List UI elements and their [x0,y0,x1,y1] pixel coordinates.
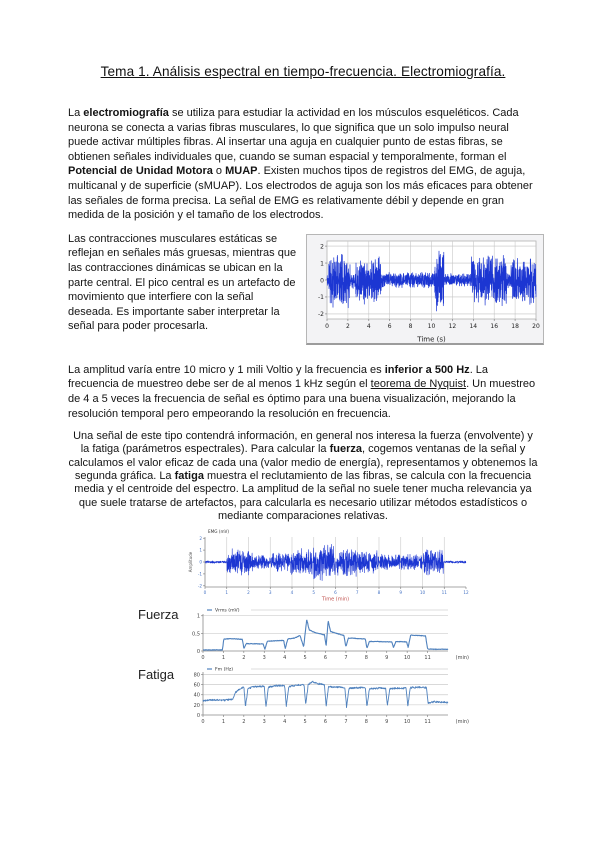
svg-text:3: 3 [262,719,266,726]
svg-text:1: 1 [221,719,226,726]
fatiga-label: Fatiga [138,667,175,683]
svg-text:0,5: 0,5 [192,631,200,638]
paragraph-amplitude-sampling [68,363,538,421]
svg-text:-2: -2 [318,310,324,318]
svg-text:0: 0 [201,655,205,662]
svg-text:2: 2 [345,322,350,330]
svg-text:8: 8 [364,655,368,662]
svg-text:4: 4 [283,719,287,726]
svg-text:14: 14 [469,322,478,330]
svg-text:(min): (min) [455,655,469,662]
svg-text:7: 7 [355,590,359,596]
svg-text:6: 6 [323,655,328,662]
paragraph-contractions [68,232,300,334]
svg-text:4: 4 [290,590,294,596]
text-run: , cogemos ventanas de la señal y calculamos el valor eficaz de cada una (valor medio de energía), representamos y obtenemos la segunda gráfica. La [68,443,538,483]
text-run: Potencial de Unidad Motora [68,165,213,178]
svg-text:80: 80 [193,672,200,679]
svg-text:10: 10 [419,590,426,596]
text-run: fuerza [329,443,362,456]
paragraph-intro-emg [68,106,538,223]
fuerza-row [138,602,478,662]
svg-text:4: 4 [283,655,287,662]
svg-text:5: 5 [303,719,307,726]
svg-text:2: 2 [242,655,246,662]
svg-text:0: 0 [196,649,200,656]
fuerza-label: Fuerza [138,607,179,623]
svg-text:60: 60 [193,682,200,689]
svg-text:11: 11 [424,719,431,726]
text-run: . La frecuencia de muestreo debe ser de al menos 1 kHz según el [68,363,489,391]
svg-text:1: 1 [199,547,202,553]
text-run: muestra el reclutamiento de las fibras, se calcula con la frecuencia media y el centroide del espectro. La amplitud de la señal no suele tener mucha relevancia ya que suele tratarse de artefactos, para calcularla es necesario utilizar métodos estadísticos o mediante comparaciones relativas. [74,470,532,522]
svg-text:Time (s): Time (s) [417,335,446,343]
page-title: Tema 1. Análisis espectral en tiempo-frecuencia. Electromiografía. [100,64,506,79]
svg-text:3: 3 [268,590,272,596]
svg-text:1: 1 [221,655,226,662]
svg-text:6: 6 [334,590,337,596]
text-run: La amplitud varía entre 10 micro y 1 mili Voltio y la frecuencia es [68,363,385,376]
emg-raw-row [138,528,478,602]
fuerza-vrms-chart [188,605,470,662]
svg-text:20: 20 [532,322,540,330]
svg-text:20: 20 [193,702,200,709]
force-fatigue-figure [138,528,478,726]
svg-text:6: 6 [323,719,328,726]
svg-text:16: 16 [490,322,499,330]
svg-text:18: 18 [511,322,519,330]
svg-text:2: 2 [199,535,202,541]
svg-text:12: 12 [448,322,457,330]
svg-text:1: 1 [320,260,324,268]
svg-text:3: 3 [262,655,266,662]
text-run: Una señal de este tipo contendrá información, en general nos interesa la fuerza (envolvente) y la fatiga (parámetros espectrales). Para calcular la [73,430,533,456]
svg-text:8: 8 [377,590,381,596]
svg-text:10: 10 [403,719,411,726]
svg-text:7: 7 [344,655,348,662]
svg-text:-1: -1 [197,571,202,577]
text-run: fatiga [174,470,204,483]
svg-text:Fm (Hz): Fm (Hz) [215,667,234,673]
svg-text:9: 9 [385,655,389,662]
text-run: inferior a 500 Hz [384,363,470,376]
svg-text:0: 0 [201,719,205,726]
svg-text:12: 12 [463,590,469,596]
svg-text:Vrms (mV): Vrms (mV) [215,608,240,614]
svg-text:9: 9 [385,719,389,726]
text-run: La [68,107,84,119]
text-run: teorema de Nyquist [370,378,467,391]
svg-text:2: 2 [242,719,246,726]
emg-time-signal-figure [306,234,544,345]
svg-text:1: 1 [196,613,200,620]
svg-text:5: 5 [312,590,316,596]
svg-text:40: 40 [193,692,200,699]
svg-text:8: 8 [408,322,413,330]
svg-text:5: 5 [303,655,307,662]
text-run: electromiografía [83,107,169,119]
svg-text:10: 10 [427,322,436,330]
text-run: . Un muestreo de 4 a 5 veces la frecuencia de señal es óptimo para una buena visualización, mejorando la resolución temporal pero empeorando la resolución en frecuencia. [68,378,536,420]
contractions-section [68,232,538,345]
svg-text:11: 11 [424,655,431,662]
svg-text:10: 10 [403,655,411,662]
emg-raw-chart [188,528,470,602]
text-run: o [212,165,226,178]
svg-text:Time (min): Time (min) [321,596,350,603]
text-run: . Existen muchos tipos de registros del EMG, de aguja, multicanal y de superficie (sMUAP). Los electrodos de aguja son los más eficaces para obtener las señales de forma precisa. La señal de EMG es relativamente débil y depende en gran medida de la posición y el tamaño de los electrodos. [68,165,533,222]
svg-text:0: 0 [203,590,207,596]
text-run: se utiliza para estudiar la actividad en los músculos esqueléticos. Cada neurona se conecta a varias fibras musculares, lo que significa que un solo impulso neural puede activar múltiples fibras. Al insertar una aguja en cualquier punto de estas fibras, se obtienen señales individuales que, cuando se suman espacial y temporalmente, forman el [68,107,519,163]
fatiga-fm-chart [188,664,470,726]
svg-text:11: 11 [441,590,447,596]
svg-text:2: 2 [247,590,250,596]
svg-text:9: 9 [399,590,403,596]
fatiga-row [138,662,478,726]
svg-text:0: 0 [199,559,202,565]
svg-text:-2: -2 [197,583,202,589]
svg-text:0: 0 [325,322,329,330]
paragraph-fuerza-fatiga [68,430,538,523]
text-run: MUAP [225,165,258,178]
svg-text:7: 7 [344,719,348,726]
svg-text:2: 2 [320,243,324,251]
svg-text:EMG (mV): EMG (mV) [208,529,230,535]
text-run: Las contracciones musculares estáticas se reflejan en señales más gruesas, mientras que las contracciones dinámicas se ubican en la parte central. El pico central es un artefacto de movimiento que interfiere con la señal deseada. Es importante saber interpretar la señal para poder procesarla. [68,232,297,333]
svg-text:Amplitude: Amplitude [188,551,193,573]
svg-text:8: 8 [364,719,368,726]
svg-text:1: 1 [225,590,229,596]
svg-text:-1: -1 [318,293,324,301]
svg-text:6: 6 [387,322,392,330]
svg-text:0: 0 [196,713,200,720]
svg-text:4: 4 [366,322,371,330]
svg-text:(min): (min) [455,719,469,726]
svg-text:0: 0 [320,277,324,285]
